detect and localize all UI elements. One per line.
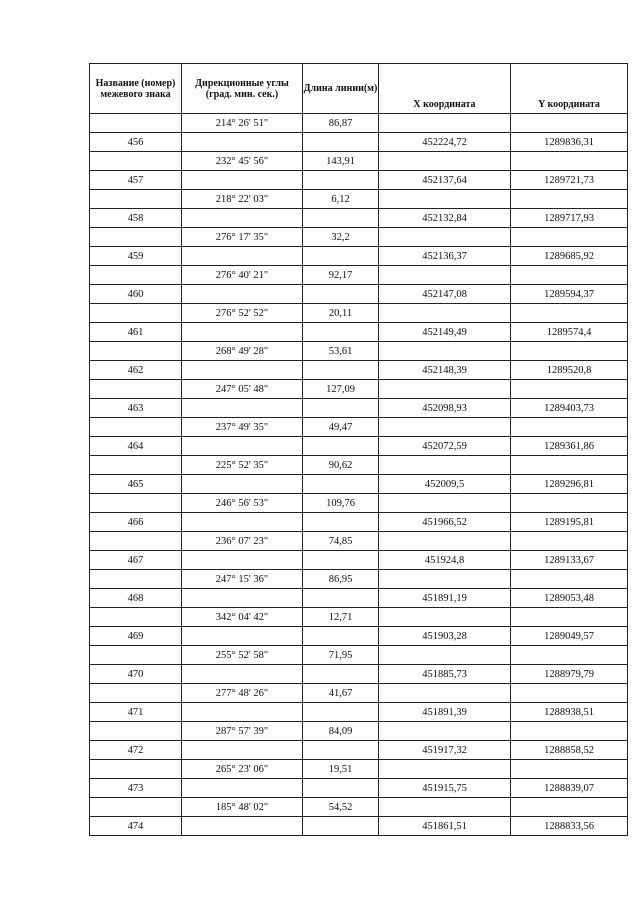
line-length-cell: [303, 627, 379, 646]
line-length-cell: 143,91: [303, 152, 379, 171]
direction-angle-cell: [182, 361, 303, 380]
line-length-cell: 54,52: [303, 798, 379, 817]
direction-angle-cell: 246° 56' 53": [182, 494, 303, 513]
line-length-cell: 86,95: [303, 570, 379, 589]
y-coordinate-cell: [511, 684, 628, 703]
line-length-cell: 109,76: [303, 494, 379, 513]
line-length-cell: 90,62: [303, 456, 379, 475]
marker-name-cell: 462: [90, 361, 182, 380]
x-coordinate-cell: 451966,52: [379, 513, 511, 532]
direction-angle-cell: 247° 15' 36": [182, 570, 303, 589]
x-coordinate-cell: 451891,19: [379, 589, 511, 608]
direction-angle-cell: 236° 07' 23": [182, 532, 303, 551]
y-coordinate-cell: [511, 532, 628, 551]
y-coordinate-cell: 1289836,31: [511, 133, 628, 152]
marker-name-cell: 467: [90, 551, 182, 570]
y-coordinate-cell: [511, 342, 628, 361]
table-row: [90, 703, 628, 722]
line-length-cell: [303, 779, 379, 798]
marker-name-cell: 456: [90, 133, 182, 152]
direction-angle-cell: [182, 437, 303, 456]
marker-name-cell: 474: [90, 817, 182, 836]
direction-angle-cell: [182, 285, 303, 304]
x-coordinate-cell: [379, 684, 511, 703]
table-row: [90, 779, 628, 798]
marker-name-cell: [90, 494, 182, 513]
marker-name-cell: 458: [90, 209, 182, 228]
table-row: [90, 570, 628, 589]
x-coordinate-cell: [379, 304, 511, 323]
line-length-cell: 12,71: [303, 608, 379, 627]
y-coordinate-cell: 1289195,81: [511, 513, 628, 532]
x-coordinate-cell: [379, 380, 511, 399]
y-coordinate-cell: [511, 608, 628, 627]
marker-name-cell: 465: [90, 475, 182, 494]
table-row: [90, 399, 628, 418]
y-coordinate-cell: 1288839,07: [511, 779, 628, 798]
direction-angle-cell: 287° 57' 39": [182, 722, 303, 741]
x-coordinate-cell: [379, 722, 511, 741]
x-coordinate-cell: 452009,5: [379, 475, 511, 494]
coordinates-table: [89, 63, 628, 836]
table-row: [90, 380, 628, 399]
line-length-cell: [303, 323, 379, 342]
marker-name-cell: 473: [90, 779, 182, 798]
y-coordinate-cell: 1289049,57: [511, 627, 628, 646]
table-row: [90, 228, 628, 247]
x-coordinate-cell: [379, 342, 511, 361]
line-length-cell: 6,12: [303, 190, 379, 209]
y-coordinate-cell: [511, 456, 628, 475]
line-length-cell: [303, 513, 379, 532]
line-length-cell: [303, 741, 379, 760]
table-row: [90, 342, 628, 361]
y-coordinate-cell: 1289053,48: [511, 589, 628, 608]
x-coordinate-cell: [379, 798, 511, 817]
x-coordinate-cell: [379, 456, 511, 475]
direction-angle-cell: 276° 40' 21": [182, 266, 303, 285]
table-row: [90, 247, 628, 266]
marker-name-cell: [90, 608, 182, 627]
y-coordinate-cell: [511, 380, 628, 399]
line-length-cell: 127,09: [303, 380, 379, 399]
x-coordinate-cell: 452224,72: [379, 133, 511, 152]
x-coordinate-cell: 451861,51: [379, 817, 511, 836]
marker-name-cell: 471: [90, 703, 182, 722]
direction-angle-cell: [182, 741, 303, 760]
direction-angle-cell: [182, 475, 303, 494]
table-row: [90, 741, 628, 760]
table-row: [90, 190, 628, 209]
table-row: [90, 456, 628, 475]
marker-name-cell: 472: [90, 741, 182, 760]
table-row: [90, 646, 628, 665]
direction-angle-cell: 185° 48' 02": [182, 798, 303, 817]
direction-angle-cell: 237° 49' 35": [182, 418, 303, 437]
y-coordinate-cell: 1289133,67: [511, 551, 628, 570]
direction-angle-cell: [182, 817, 303, 836]
line-length-cell: [303, 703, 379, 722]
direction-angle-cell: [182, 703, 303, 722]
table-row: [90, 551, 628, 570]
direction-angle-cell: 214° 26' 51": [182, 114, 303, 133]
marker-name-cell: [90, 114, 182, 133]
direction-angle-cell: [182, 323, 303, 342]
line-length-cell: 41,67: [303, 684, 379, 703]
table-row: [90, 684, 628, 703]
direction-angle-cell: [182, 665, 303, 684]
direction-angle-cell: [182, 551, 303, 570]
marker-name-cell: [90, 646, 182, 665]
y-coordinate-cell: [511, 760, 628, 779]
direction-angle-cell: [182, 171, 303, 190]
line-length-cell: [303, 209, 379, 228]
x-coordinate-cell: 451917,32: [379, 741, 511, 760]
table-row: [90, 266, 628, 285]
x-coordinate-cell: [379, 266, 511, 285]
y-coordinate-cell: 1288938,51: [511, 703, 628, 722]
line-length-cell: 74,85: [303, 532, 379, 551]
marker-name-cell: [90, 190, 182, 209]
marker-name-cell: 459: [90, 247, 182, 266]
direction-angle-cell: 277° 48' 26": [182, 684, 303, 703]
y-coordinate-cell: 1289574,4: [511, 323, 628, 342]
y-coordinate-cell: 1289717,93: [511, 209, 628, 228]
marker-name-cell: [90, 152, 182, 171]
direction-angle-cell: [182, 209, 303, 228]
x-coordinate-cell: 451891,39: [379, 703, 511, 722]
x-coordinate-cell: 451903,28: [379, 627, 511, 646]
table-row: [90, 760, 628, 779]
table-row: [90, 798, 628, 817]
table-row: [90, 304, 628, 323]
header-marker-name: Название (номер) межевого знака: [90, 64, 182, 114]
direction-angle-cell: [182, 589, 303, 608]
x-coordinate-cell: [379, 608, 511, 627]
table-row: [90, 323, 628, 342]
marker-name-cell: [90, 380, 182, 399]
x-coordinate-cell: 452148,39: [379, 361, 511, 380]
line-length-cell: 71,95: [303, 646, 379, 665]
table-body: [90, 114, 628, 836]
table-row: [90, 361, 628, 380]
x-coordinate-cell: [379, 114, 511, 133]
marker-name-cell: [90, 570, 182, 589]
table-row: [90, 665, 628, 684]
header-line-length: Длина линии(м): [303, 64, 379, 114]
marker-name-cell: 469: [90, 627, 182, 646]
direction-angle-cell: 255° 52' 58": [182, 646, 303, 665]
x-coordinate-cell: [379, 152, 511, 171]
y-coordinate-cell: 1289721,73: [511, 171, 628, 190]
line-length-cell: [303, 475, 379, 494]
y-coordinate-cell: 1289403,73: [511, 399, 628, 418]
table-row: [90, 171, 628, 190]
direction-angle-cell: [182, 627, 303, 646]
y-coordinate-cell: 1288979,79: [511, 665, 628, 684]
line-length-cell: [303, 551, 379, 570]
table-row: [90, 285, 628, 304]
direction-angle-cell: [182, 399, 303, 418]
direction-angle-cell: [182, 513, 303, 532]
line-length-cell: [303, 437, 379, 456]
x-coordinate-cell: 452072,59: [379, 437, 511, 456]
marker-name-cell: [90, 532, 182, 551]
direction-angle-cell: 268° 49' 28": [182, 342, 303, 361]
y-coordinate-cell: 1289685,92: [511, 247, 628, 266]
table-row: [90, 209, 628, 228]
line-length-cell: [303, 133, 379, 152]
y-coordinate-cell: 1289594,37: [511, 285, 628, 304]
marker-name-cell: 460: [90, 285, 182, 304]
table-row: [90, 418, 628, 437]
line-length-cell: [303, 399, 379, 418]
marker-name-cell: [90, 684, 182, 703]
y-coordinate-cell: 1289520,8: [511, 361, 628, 380]
direction-angle-cell: [182, 247, 303, 266]
x-coordinate-cell: 452136,37: [379, 247, 511, 266]
table-row: [90, 722, 628, 741]
direction-angle-cell: 218° 22' 03": [182, 190, 303, 209]
x-coordinate-cell: 451924,8: [379, 551, 511, 570]
marker-name-cell: [90, 798, 182, 817]
line-length-cell: [303, 665, 379, 684]
y-coordinate-cell: [511, 570, 628, 589]
direction-angle-cell: 342° 04' 42": [182, 608, 303, 627]
table-header-row: [90, 64, 628, 114]
direction-angle-cell: 225° 52' 35": [182, 456, 303, 475]
y-coordinate-cell: [511, 494, 628, 513]
table-row: [90, 589, 628, 608]
table-row: [90, 152, 628, 171]
direction-angle-cell: 247° 05' 48": [182, 380, 303, 399]
line-length-cell: 19,51: [303, 760, 379, 779]
marker-name-cell: [90, 304, 182, 323]
marker-name-cell: [90, 228, 182, 247]
direction-angle-cell: 276° 52' 52": [182, 304, 303, 323]
marker-name-cell: [90, 342, 182, 361]
table-row: [90, 475, 628, 494]
line-length-cell: [303, 361, 379, 380]
y-coordinate-cell: 1288833,56: [511, 817, 628, 836]
x-coordinate-cell: [379, 570, 511, 589]
y-coordinate-cell: 1289361,86: [511, 437, 628, 456]
table-row: [90, 817, 628, 836]
line-length-cell: [303, 285, 379, 304]
line-length-cell: 49,47: [303, 418, 379, 437]
marker-name-cell: 464: [90, 437, 182, 456]
x-coordinate-cell: 452137,64: [379, 171, 511, 190]
table-row: [90, 494, 628, 513]
y-coordinate-cell: [511, 646, 628, 665]
x-coordinate-cell: [379, 190, 511, 209]
marker-name-cell: 461: [90, 323, 182, 342]
marker-name-cell: 470: [90, 665, 182, 684]
x-coordinate-cell: [379, 646, 511, 665]
x-coordinate-cell: 452098,93: [379, 399, 511, 418]
x-coordinate-cell: 452132,84: [379, 209, 511, 228]
x-coordinate-cell: [379, 494, 511, 513]
y-coordinate-cell: [511, 798, 628, 817]
line-length-cell: 53,61: [303, 342, 379, 361]
header-x-coordinate: X координата: [379, 64, 511, 114]
y-coordinate-cell: [511, 152, 628, 171]
marker-name-cell: [90, 418, 182, 437]
direction-angle-cell: [182, 779, 303, 798]
direction-angle-cell: [182, 133, 303, 152]
y-coordinate-cell: [511, 266, 628, 285]
x-coordinate-cell: 451915,75: [379, 779, 511, 798]
line-length-cell: [303, 171, 379, 190]
y-coordinate-cell: [511, 190, 628, 209]
marker-name-cell: 466: [90, 513, 182, 532]
table-row: [90, 627, 628, 646]
y-coordinate-cell: [511, 114, 628, 133]
marker-name-cell: [90, 722, 182, 741]
table-row: [90, 114, 628, 133]
line-length-cell: [303, 589, 379, 608]
x-coordinate-cell: 452147,08: [379, 285, 511, 304]
marker-name-cell: [90, 760, 182, 779]
direction-angle-cell: 232° 45' 56": [182, 152, 303, 171]
table-row: [90, 532, 628, 551]
line-length-cell: [303, 817, 379, 836]
marker-name-cell: 468: [90, 589, 182, 608]
marker-name-cell: 457: [90, 171, 182, 190]
y-coordinate-cell: 1289296,81: [511, 475, 628, 494]
x-coordinate-cell: [379, 760, 511, 779]
marker-name-cell: [90, 266, 182, 285]
marker-name-cell: [90, 456, 182, 475]
x-coordinate-cell: [379, 418, 511, 437]
x-coordinate-cell: [379, 532, 511, 551]
line-length-cell: 86,87: [303, 114, 379, 133]
y-coordinate-cell: [511, 418, 628, 437]
table-row: [90, 437, 628, 456]
line-length-cell: 92,17: [303, 266, 379, 285]
y-coordinate-cell: [511, 228, 628, 247]
y-coordinate-cell: [511, 304, 628, 323]
header-direction-angles: Дирекционные углы (град. мин. сек.): [182, 64, 303, 114]
line-length-cell: 84,09: [303, 722, 379, 741]
direction-angle-cell: 265° 23' 06": [182, 760, 303, 779]
x-coordinate-cell: 452149,49: [379, 323, 511, 342]
table-row: [90, 608, 628, 627]
x-coordinate-cell: [379, 228, 511, 247]
line-length-cell: 20,11: [303, 304, 379, 323]
y-coordinate-cell: [511, 722, 628, 741]
table-row: [90, 133, 628, 152]
table-row: [90, 513, 628, 532]
marker-name-cell: 463: [90, 399, 182, 418]
x-coordinate-cell: 451885,73: [379, 665, 511, 684]
line-length-cell: [303, 247, 379, 266]
header-y-coordinate: Y координата: [511, 64, 628, 114]
y-coordinate-cell: 1288858,52: [511, 741, 628, 760]
line-length-cell: 32,2: [303, 228, 379, 247]
direction-angle-cell: 276° 17' 35": [182, 228, 303, 247]
